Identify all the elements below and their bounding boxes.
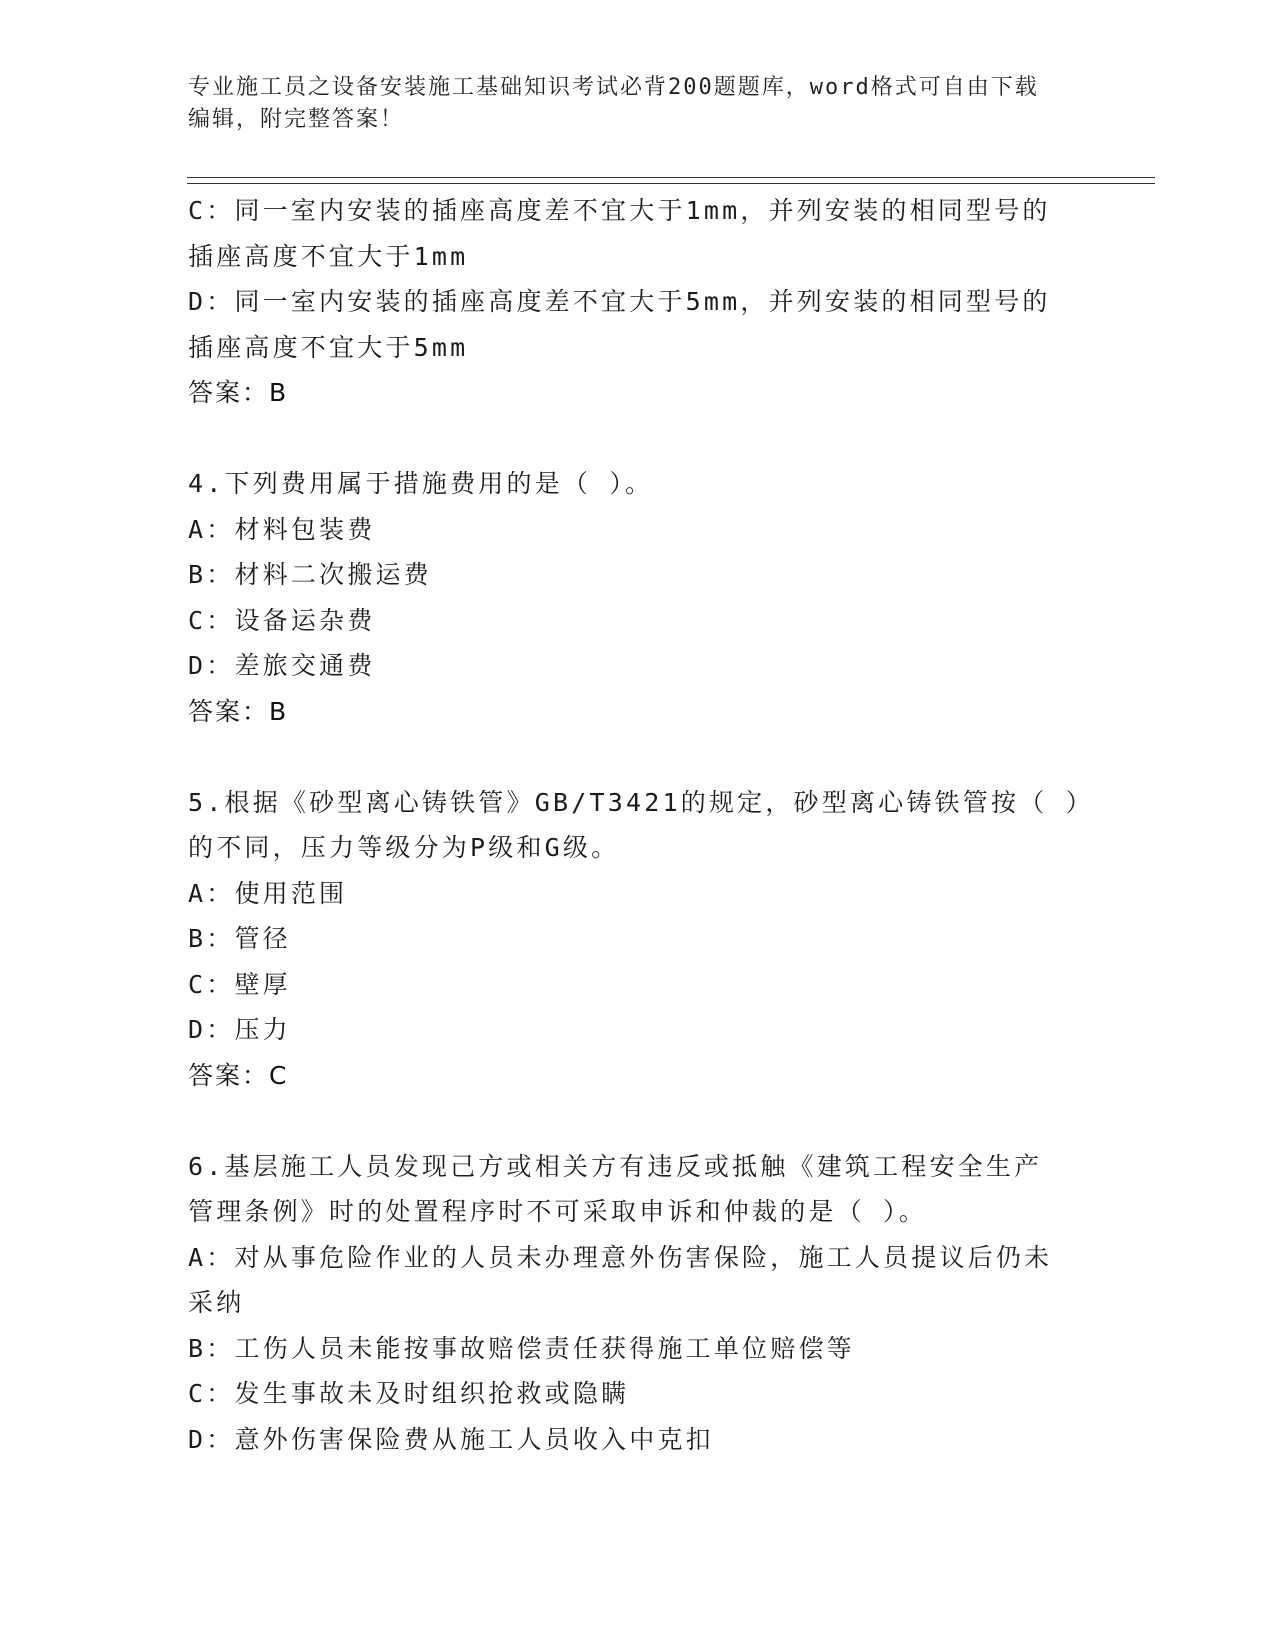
question-5-option-b: B：管径 (188, 924, 291, 953)
option-c-line-1: C：同一室内安装的插座高度差不宜大于1mm，并列安装的相同型号的 (188, 196, 1051, 225)
question-content (188, 188, 1094, 1462)
question-3-continued (188, 188, 1088, 416)
question-5-stem-line-2: 的不同，压力等级分为P级和G级。 (188, 833, 620, 862)
spacer (188, 416, 1088, 462)
question-4 (188, 461, 1088, 734)
question-5-option-a: A：使用范围 (188, 878, 348, 908)
option-c-line-2: 插座高度不宜大于1mm (188, 241, 469, 271)
question-5 (188, 780, 1094, 1099)
question-5-stem-line-1: 5.根据《砂型离心铸铁管》GB/T3421的规定，砂型离心铸铁管按（ ） (188, 787, 1094, 817)
question-4-stem: 4.下列费用属于措施费用的是（ ）。 (188, 469, 654, 498)
question-6-stem-line-1: 6.基层施工人员发现己方或相关方有违反或抵触《建筑工程安全生产 (188, 1151, 1043, 1181)
spacer (188, 1098, 1088, 1144)
question-4-option-b: B：材料二次搬运费 (188, 560, 432, 589)
answer-5: 答案：C (188, 1060, 289, 1090)
header-line-2: 编辑，附完整答案！ (188, 107, 405, 132)
question-6-option-d: D：意外伤害保险费从施工人员收入中克扣 (188, 1424, 714, 1454)
option-d-line-1: D：同一室内安装的插座高度差不宜大于5mm，并列安装的相同型号的 (188, 287, 1051, 316)
question-6-stem-line-2: 管理条例》时的处置程序时不可采取申诉和仲裁的是（ ）。 (188, 1197, 927, 1226)
question-6-option-a-line-1: A：对从事危险作业的人员未办理意外伤害保险，施工人员提议后仍未 (188, 1242, 1053, 1272)
question-5-option-c: C：壁厚 (188, 969, 291, 999)
answer-4: 答案：B (188, 696, 289, 726)
header-divider-top (187, 177, 1155, 178)
question-5-option-d: D：压力 (188, 1015, 291, 1044)
header-divider-bottom (187, 183, 1155, 184)
answer-3: 答案：B (188, 378, 289, 407)
question-4-option-c: C：设备运杂费 (188, 605, 376, 635)
question-6-option-c: C：发生事故未及时组织抢救或隐瞒 (188, 1379, 630, 1408)
question-4-option-d: D：差旅交通费 (188, 651, 376, 680)
question-6-option-a-line-2: 采纳 (188, 1288, 245, 1317)
option-d-line-2: 插座高度不宜大于5mm (188, 332, 469, 362)
question-4-option-a: A：材料包装费 (188, 514, 376, 544)
spacer (188, 734, 1088, 780)
header-line-1: 专业施工员之设备安装施工基础知识考试必背200题题库，word格式可自由下载 (188, 75, 1039, 100)
document-header (188, 72, 1088, 136)
question-6 (188, 1144, 1088, 1463)
question-6-option-b: B：工伤人员未能按事故赔偿责任获得施工单位赔偿等 (188, 1333, 855, 1363)
